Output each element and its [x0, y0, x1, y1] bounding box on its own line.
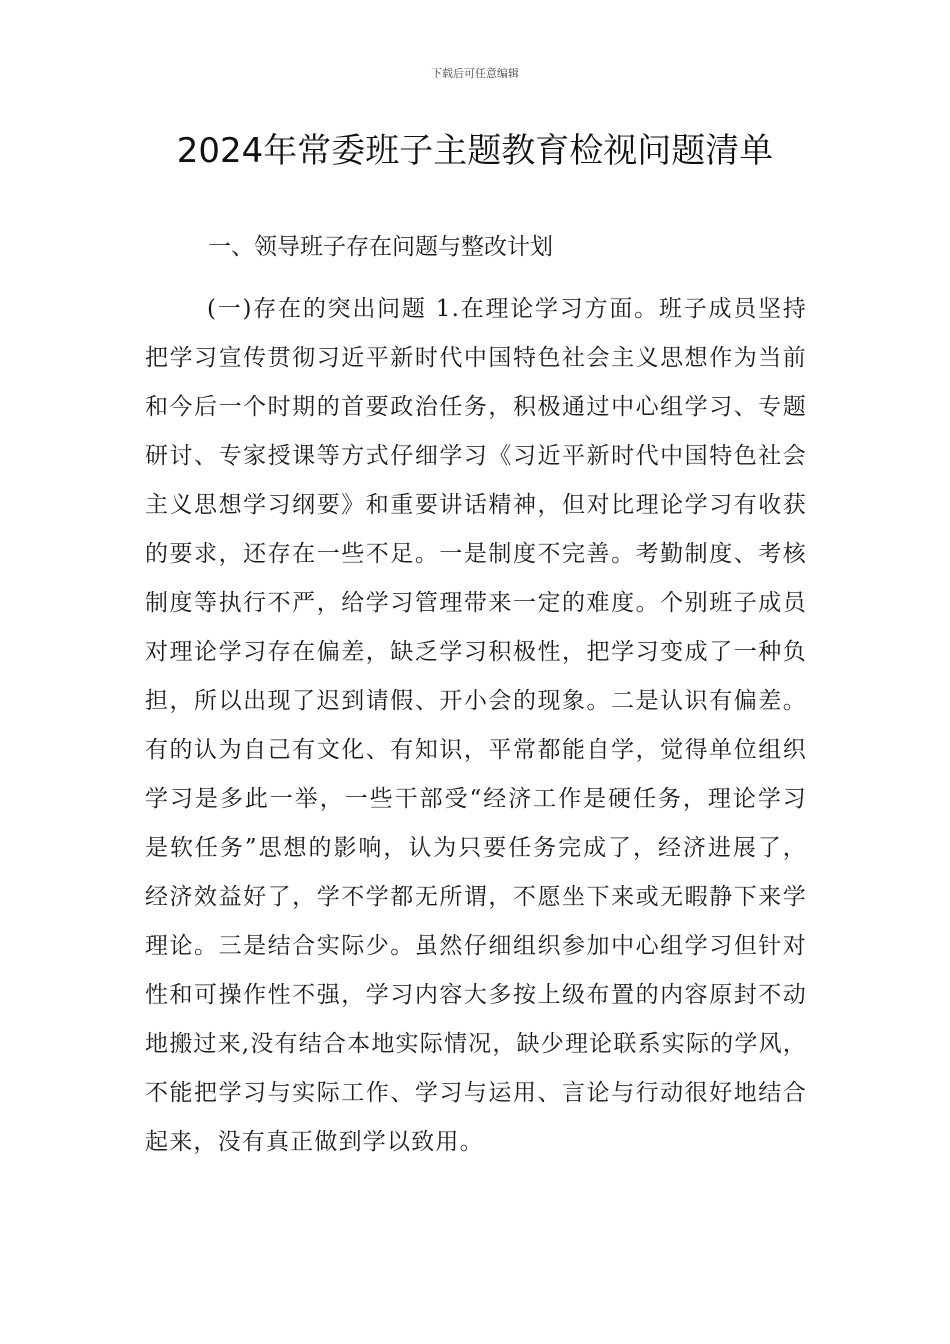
- body-paragraph: (一)存在的突出问题 1.在理论学习方面。班子成员坚持把学习宣传贯彻习近平新时代中国特色社会主义思想作为当前和今后一个时期的首要政治任务，积极通过中心组学习、专题研讨、专家授课等方式仔细学习《习近平新时代中国特色社会主义思想学习纲要》和重要讲话精神，但对比理论学习有收获的要求，还存在一些不足。一是制度不完善。考勤制度、考核制度等执行不严，给学习管理带来一定的难度。个别班子成员对理论学习存在偏差，缺乏学习积极性，把学习变成了一种负担，所以出现了迟到请假、开小会的现象。二是认识有偏差。有的认为自己有文化、有知识，平常都能自学，觉得单位组织学习是多此一举，一些干部受“经济工作是硬任务，理论学习是软任务”思想的影响，认为只要任务完成了，经济进展了，经济效益好了，学不学都无所谓，不愿坐下来或无暇静下来学理论。三是结合实际少。虽然仔细组织参加中心组学习但针对性和可操作性不强，学习内容大多按上级布置的内容原封不动地搬过来,没有结合本地实际情况，缺少理论联系实际的学风，不能把学习与实际工作、学习与运用、言论与行动很好地结合起来，没有真正做到学以致用。: [145, 296, 807, 1155]
- header-note: 下载后可任意编辑: [431, 67, 519, 80]
- section-heading: 一、领导班子存在问题与整改计划: [208, 234, 553, 260]
- document-title: 2024年常委班子主题教育检视问题清单: [176, 131, 774, 171]
